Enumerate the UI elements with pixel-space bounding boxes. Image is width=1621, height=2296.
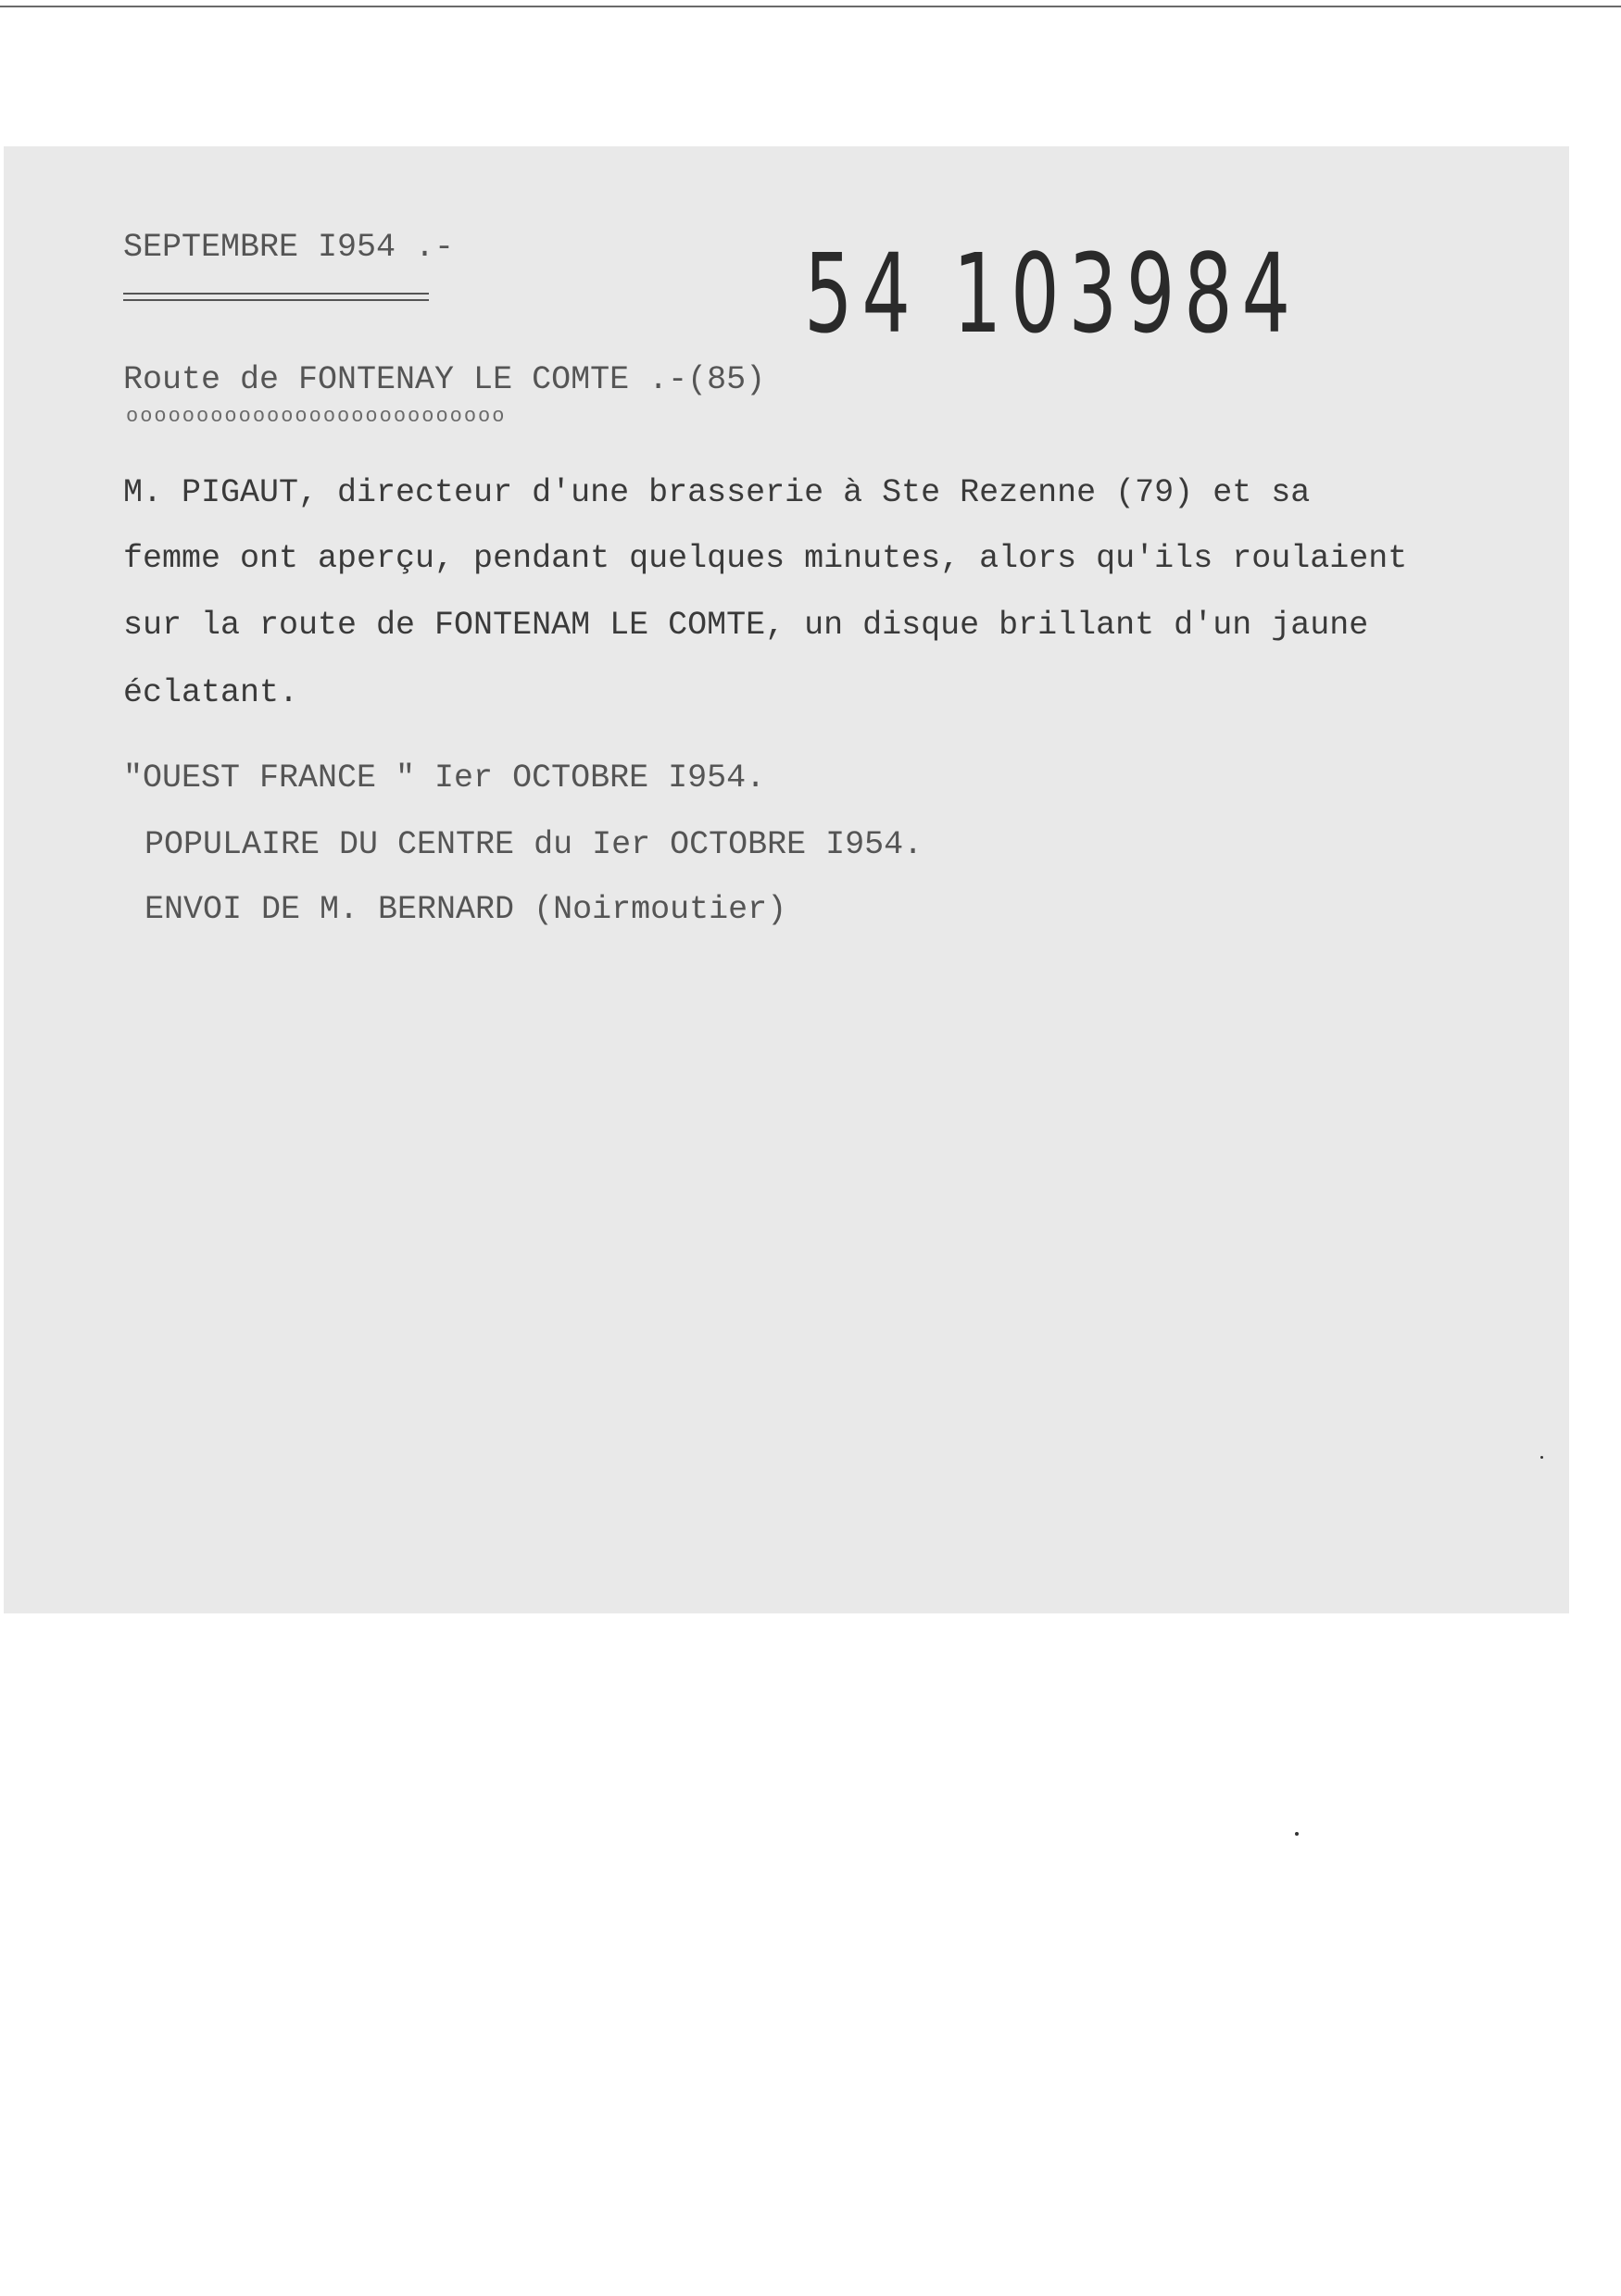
body-line: M. PIGAUT, directeur d'une brasserie à Ste Rezenne (79) et sa: [123, 474, 1311, 511]
header-date: SEPTEMBRE I954 .-: [123, 229, 455, 266]
scan-speck: [1540, 1456, 1543, 1459]
source-line: "OUEST FRANCE " Ier OCTOBRE I954.: [123, 759, 766, 797]
scan-top-edge: [0, 6, 1621, 7]
stamp-number: 54 103984: [804, 230, 1300, 358]
scan-speck: [1295, 1832, 1299, 1836]
source-line: ENVOI DE M. BERNARD (Noirmoutier): [145, 891, 787, 928]
source-line: POPULAIRE DU CENTRE du Ier OCTOBRE I954.: [145, 826, 924, 863]
body-line: éclatant.: [123, 674, 299, 711]
location-heading: Route de FONTENAY LE COMTE .-(85): [123, 361, 766, 398]
body-line: femme ont aperçu, pendant quelques minutes, alors qu'ils roulaient: [123, 540, 1408, 577]
dot-rule: ooooooooooooooooooooooooooo: [126, 405, 507, 428]
body-line: sur la route de FONTENAM LE COMTE, un disque brillant d'un jaune: [123, 607, 1369, 644]
header-underline: [123, 293, 429, 301]
